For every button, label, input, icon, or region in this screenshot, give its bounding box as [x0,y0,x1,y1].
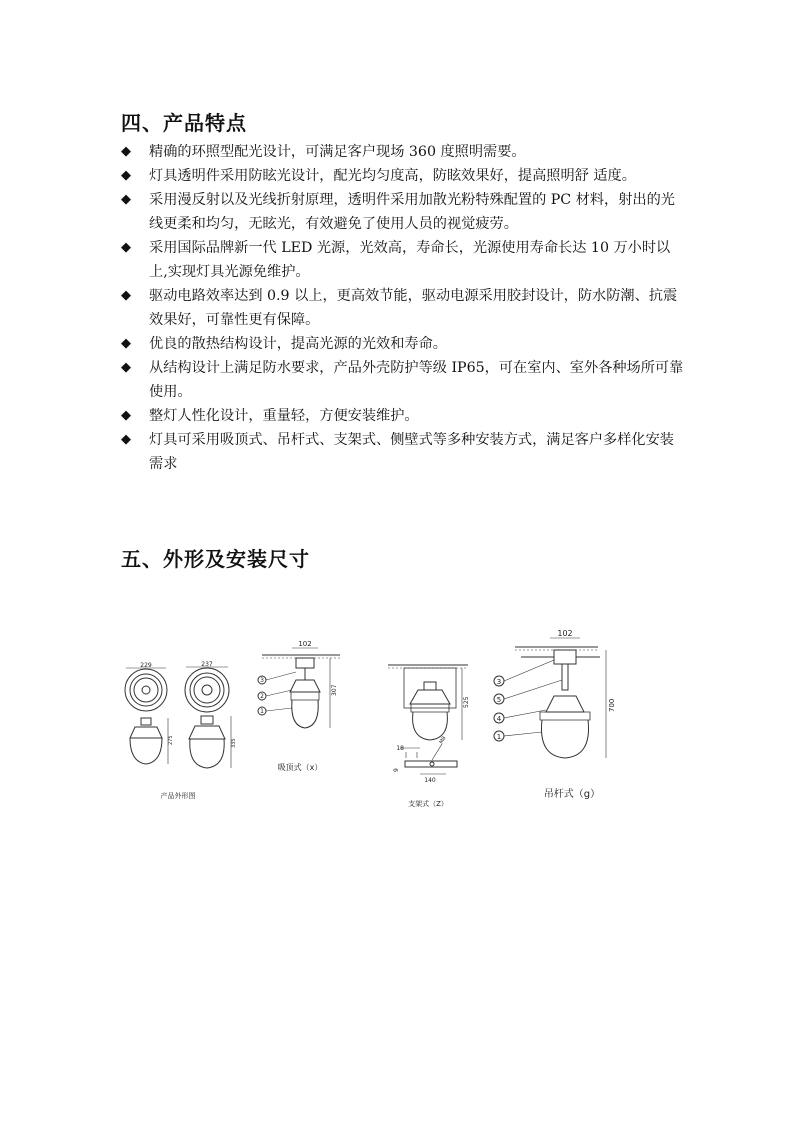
dim-m8: M8 [438,735,448,745]
feature-list [121,140,687,476]
feature-text: 采用国际品牌新一代 LED 光源，光效高，寿命长，光源使用寿命长达 10 万小时以上,实现灯具光源免维护。 [149,240,671,280]
diamond-bullet-icon: ◆ [121,240,131,255]
feature-item [121,284,687,332]
dim-9: 9 [393,768,400,772]
ceiling-caption: 吸顶式（x） [277,763,323,772]
dim-18: 18 [396,745,404,752]
installation-drawings [0,600,800,820]
feature-item [121,236,687,284]
feature-text: 灯具可采用吸顶式、吊杆式、支架式、侧壁式等多种安装方式，满足客户多样化安装需求 [149,432,674,472]
pendant-mount-drawing [494,629,616,800]
dim-140: 140 [424,777,436,784]
dim-525: 525 [463,696,470,708]
diamond-bullet-icon: ◆ [121,144,131,159]
diamond-bullet-icon: ◆ [121,192,131,207]
callout-1: 1 [260,708,264,715]
dim-700: 700 [608,698,616,712]
side-view-right-icon [189,716,225,768]
outline-caption: 产品外形图 [160,792,196,800]
diamond-bullet-icon: ◆ [121,360,131,375]
diamond-bullet-icon: ◆ [121,336,131,351]
feature-item [121,140,687,164]
top-view-right-icon [185,668,229,712]
feature-text: 从结构设计上满足防水要求，产品外壳防护等级 IP65，可在室内、室外各种场所可靠使用。 [149,360,684,400]
feature-text: 优良的散热结构设计，提高光源的光效和寿命。 [149,336,447,352]
feature-item [121,188,687,236]
dim-102-ceiling: 102 [298,640,312,648]
ceiling-mount-drawing [258,640,340,772]
callout-5: 5 [496,696,502,704]
bracket-caption: 支架式（Z） [408,800,448,808]
diamond-bullet-icon: ◆ [121,288,131,303]
callout-3: 3 [260,677,264,684]
feature-text: 驱动电路效率达到 0.9 以上，更高效节能，驱动电源采用胶封设计，防水防潮、抗震效果好，可靠性更有保障。 [149,288,678,328]
dim-102-pendant: 102 [557,629,573,638]
callout-4: 4 [496,715,502,723]
diamond-bullet-icon: ◆ [121,408,131,423]
feature-item [121,164,687,188]
feature-text: 采用漫反射以及光线折射原理，透明件采用加散光粉特殊配置的 PC 材料，射出的光线更柔和均匀，无眩光，有效避免了使用人员的视觉疲劳。 [149,192,675,232]
callout-1: 1 [496,733,502,741]
dim-307: 307 [331,684,338,696]
feature-item [121,356,687,404]
section-4-heading: 四、产品特点 [121,111,247,135]
dim-229: 229 [140,662,152,669]
pendant-caption: 吊杆式（g） [543,789,601,800]
dim-275: 275 [168,735,174,745]
section-5-heading: 五、外形及安装尺寸 [121,547,310,571]
diamond-bullet-icon: ◆ [121,168,131,183]
feature-text: 精确的环照型配光设计，可满足客户现场 360 度照明需要。 [149,144,526,160]
callout-2: 2 [260,693,264,700]
feature-text: 整灯人性化设计，重量轻，方便安装维护。 [149,408,419,424]
diamond-bullet-icon: ◆ [121,432,131,447]
bracket-mount-drawing [388,665,470,808]
callout-3: 3 [496,678,502,686]
dim-335: 335 [231,738,237,748]
feature-item [121,428,687,476]
outline-drawing [125,661,237,800]
feature-text: 灯具透明件采用防眩光设计，配光均匀度高，防眩效果好，提高照明舒 适度。 [149,168,636,184]
feature-item [121,332,687,356]
feature-item [121,404,687,428]
side-view-left-icon [130,718,162,764]
top-view-left-icon [125,669,167,711]
dim-237: 237 [201,661,213,668]
